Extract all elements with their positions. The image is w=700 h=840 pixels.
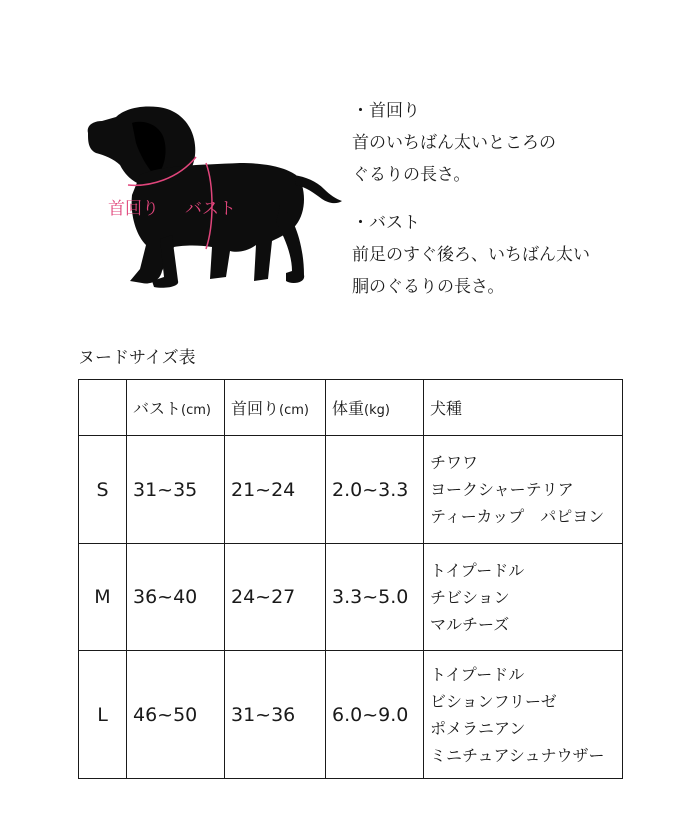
breed-item: マルチーズ <box>430 614 510 634</box>
breed-item: ヨークシャーテリア <box>430 480 574 499</box>
header-size <box>79 380 127 436</box>
bust-line-2: 胴のぐるりの長さ。 <box>352 277 505 297</box>
size-cell: S <box>79 436 127 544</box>
weight-cell: 3.3~5.0 <box>326 544 424 651</box>
breed-item: チワワ <box>430 453 479 472</box>
size-table-title: ヌードサイズ表 <box>78 348 196 368</box>
header-bust: バスト(cm) <box>127 380 225 436</box>
table-row <box>79 651 623 779</box>
table-row <box>79 544 623 651</box>
neck-cell: 31~36 <box>225 651 326 779</box>
neck-label: 首回り <box>108 199 159 219</box>
breed-item: ミニチュアシュナウザー <box>430 745 605 765</box>
breed-item: ポメラニアン <box>430 718 526 738</box>
bust-cell: 31~35 <box>127 436 225 544</box>
breed-item: トイプードル <box>430 664 525 684</box>
header-neck: 首回り(cm) <box>225 380 326 436</box>
size-cell: M <box>79 544 127 651</box>
bust-cell: 46~50 <box>127 651 225 779</box>
breed-item: ティーカップ パピヨン <box>430 507 605 526</box>
neck-heading: ・首回り <box>352 101 420 121</box>
neck-line-2: ぐるりの長さ。 <box>352 165 471 185</box>
neck-cell: 24~27 <box>225 544 326 651</box>
breeds-cell <box>424 651 623 779</box>
bust-description <box>352 207 590 303</box>
weight-cell: 2.0~3.3 <box>326 436 424 544</box>
header-weight: 体重(kg) <box>326 380 424 436</box>
breed-item: トイプードル <box>430 560 525 580</box>
breeds-cell <box>424 436 623 544</box>
size-table <box>78 379 623 779</box>
header-breed: 犬種 <box>424 380 623 436</box>
bust-cell: 36~40 <box>127 544 225 651</box>
breed-item: ビションフリーゼ <box>430 691 557 711</box>
neck-line-1: 首のいちばん太いところの <box>352 133 556 153</box>
weight-cell: 6.0~9.0 <box>326 651 424 779</box>
bust-heading: ・バスト <box>352 213 420 233</box>
breeds-cell <box>424 544 623 651</box>
bust-label: バスト <box>185 199 236 219</box>
breed-item: チビション <box>430 587 510 607</box>
neck-description <box>352 95 556 191</box>
size-cell: L <box>79 651 127 779</box>
table-row <box>79 436 623 544</box>
neck-cell: 21~24 <box>225 436 326 544</box>
bust-line-1: 前足のすぐ後ろ、いちばん太い <box>352 245 590 265</box>
table-header-row <box>79 380 623 436</box>
